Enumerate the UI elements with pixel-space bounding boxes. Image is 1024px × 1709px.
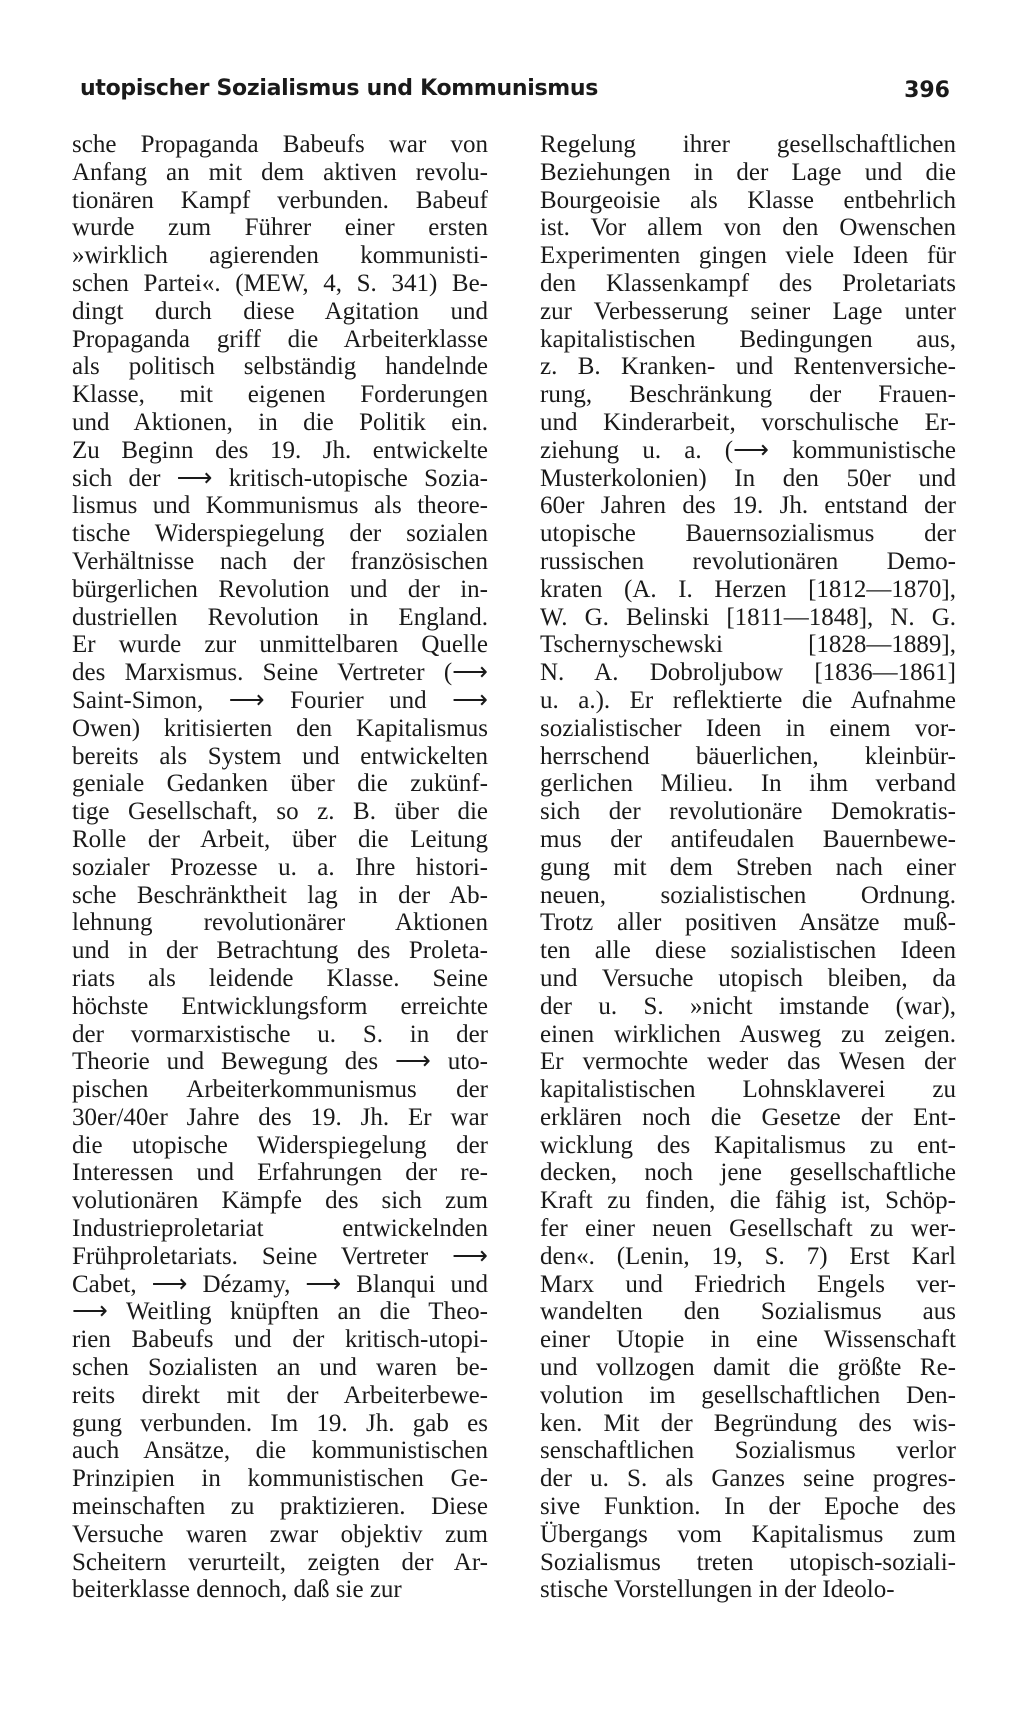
- text-line: ist. Vor allem von den Owenschen: [540, 214, 956, 242]
- text-line: die utopische Widerspiegelung der: [72, 1131, 488, 1159]
- text-line: erklären noch die Gesetze der Ent-: [540, 1103, 956, 1131]
- text-line: Rolle der Arbeit, über die Leitung: [72, 825, 488, 853]
- text-line: ⟶ Weitling knüpften an die Theo-: [72, 1298, 488, 1326]
- text-line: Übergangs vom Kapitalismus zum: [540, 1520, 956, 1548]
- text-line: sozialistischer Ideen in einem vor-: [540, 714, 956, 742]
- text-line: einen wirklichen Ausweg zu zeigen.: [540, 1020, 956, 1048]
- text-line: Owen) kritisierten den Kapitalismus: [72, 714, 488, 742]
- text-line: sche Beschränktheit lag in der Ab-: [72, 881, 488, 909]
- text-line: N. A. Dobroljubow [1836—1861]: [540, 659, 956, 687]
- text-line: und Aktionen, in die Politik ein.: [72, 408, 488, 436]
- text-line: und Versuche utopisch bleiben, da: [540, 964, 956, 992]
- text-line: kapitalistischen Lohnsklaverei zu: [540, 1076, 956, 1104]
- left-column: [72, 131, 488, 1604]
- text-line: tische Widerspiegelung der sozialen: [72, 520, 488, 548]
- text-line: sich der ⟶ kritisch-utopische Sozia-: [72, 464, 488, 492]
- text-line: sive Funktion. In der Epoche des: [540, 1493, 956, 1521]
- text-line: Interessen und Erfahrungen der re-: [72, 1159, 488, 1187]
- text-line: reits direkt mit der Arbeiterbewe-: [72, 1381, 488, 1409]
- text-line: Saint-Simon, ⟶ Fourier und ⟶: [72, 686, 488, 714]
- page-header: [70, 76, 958, 116]
- text-line: ten alle diese sozialistischen Ideen: [540, 937, 956, 965]
- text-line: Anfang an mit dem aktiven revolu-: [72, 158, 488, 186]
- text-line: Cabet, ⟶ Dézamy, ⟶ Blanqui und: [72, 1270, 488, 1298]
- text-line: Scheitern verurteilt, zeigten der Ar-: [72, 1548, 488, 1576]
- text-line: volutionären Kämpfe des sich zum: [72, 1187, 488, 1215]
- text-line: utopische Bauernsozialismus der: [540, 520, 956, 548]
- text-line: 30er/40er Jahre des 19. Jh. Er war: [72, 1103, 488, 1131]
- text-line: höchste Entwicklungsform erreichte: [72, 992, 488, 1020]
- text-line: lismus und Kommunismus als theore-: [72, 492, 488, 520]
- text-line: sich der revolutionäre Demokratis-: [540, 798, 956, 826]
- text-line: des Marxismus. Seine Vertreter (⟶: [72, 659, 488, 687]
- text-line: u. a.). Er reflektierte die Aufnahme: [540, 686, 956, 714]
- text-line: den Klassenkampf des Proletariats: [540, 269, 956, 297]
- text-line: Beziehungen in der Lage und die: [540, 158, 956, 186]
- text-line: Verhältnisse nach der französischen: [72, 547, 488, 575]
- text-line: Tschernyschewski [1828—1889],: [540, 631, 956, 659]
- text-line: W. G. Belinski [1811—1848], N. G.: [540, 603, 956, 631]
- text-line: wandelten den Sozialismus aus: [540, 1298, 956, 1326]
- text-line: fer einer neuen Gesellschaft zu wer-: [540, 1215, 956, 1243]
- text-line: volution im gesellschaftlichen Den-: [540, 1381, 956, 1409]
- text-line: Industrieproletariat entwickelnden: [72, 1215, 488, 1243]
- text-line: gung verbunden. Im 19. Jh. gab es: [72, 1409, 488, 1437]
- text-line: kapitalistischen Bedingungen aus,: [540, 325, 956, 353]
- text-line: Prinzipien in kommunistischen Ge-: [72, 1465, 488, 1493]
- text-line: Theorie und Bewegung des ⟶ uto-: [72, 1048, 488, 1076]
- text-line: ziehung u. a. (⟶ kommunistische: [540, 436, 956, 464]
- text-line: decken, noch jene gesellschaftliche: [540, 1159, 956, 1187]
- text-line: Propaganda griff die Arbeiterklasse: [72, 325, 488, 353]
- text-line: der u. S. als Ganzes seine progres-: [540, 1465, 956, 1493]
- text-line: Regelung ihrer gesellschaftlichen: [540, 131, 956, 158]
- text-line: Experimenten gingen viele Ideen für: [540, 242, 956, 270]
- text-line: Zu Beginn des 19. Jh. entwickelte: [72, 436, 488, 464]
- running-head: utopischer Sozialismus und Kommunismus: [80, 76, 599, 101]
- text-line: einer Utopie in eine Wissenschaft: [540, 1326, 956, 1354]
- text-line: kraten (A. I. Herzen [1812—1870],: [540, 575, 956, 603]
- text-line: Er vermochte weder das Wesen der: [540, 1048, 956, 1076]
- text-line: Versuche waren zwar objektiv zum: [72, 1520, 488, 1548]
- text-line: schen Sozialisten an und waren be-: [72, 1354, 488, 1382]
- text-line: Marx und Friedrich Engels ver-: [540, 1270, 956, 1298]
- text-line: Trotz aller positiven Ansätze muß-: [540, 909, 956, 937]
- text-line: meinschaften zu praktizieren. Diese: [72, 1493, 488, 1521]
- text-line: als politisch selbständig handelnde: [72, 353, 488, 381]
- text-line: neuen, sozialistischen Ordnung.: [540, 881, 956, 909]
- text-line: bürgerlichen Revolution und der in-: [72, 575, 488, 603]
- text-line: gerlichen Milieu. In ihm verband: [540, 770, 956, 798]
- text-line: rung, Beschränkung der Frauen-: [540, 381, 956, 409]
- text-line: mus der antifeudalen Bauernbewe-: [540, 825, 956, 853]
- text-line: wurde zum Führer einer ersten: [72, 214, 488, 242]
- text-line: tige Gesellschaft, so z. B. über die: [72, 798, 488, 826]
- text-line: der vormarxistische u. S. in der: [72, 1020, 488, 1048]
- text-line: auch Ansätze, die kommunistischen: [72, 1437, 488, 1465]
- text-line: sozialer Prozesse u. a. Ihre histori-: [72, 853, 488, 881]
- page-number: 396: [904, 78, 950, 103]
- text-line: Bourgeoisie als Klasse entbehrlich: [540, 186, 956, 214]
- text-line: schen Partei«. (MEW, 4, S. 341) Be-: [72, 269, 488, 297]
- right-column: [540, 131, 956, 1604]
- text-line: russischen revolutionären Demo-: [540, 547, 956, 575]
- text-line: riats als leidende Klasse. Seine: [72, 964, 488, 992]
- text-line: rien Babeufs und der kritisch-utopi-: [72, 1326, 488, 1354]
- text-line: ken. Mit der Begründung des wis-: [540, 1409, 956, 1437]
- text-line: tionären Kampf verbunden. Babeuf: [72, 186, 488, 214]
- text-line: Musterkolonien) In den 50er und: [540, 464, 956, 492]
- text-line: pischen Arbeiterkommunismus der: [72, 1076, 488, 1104]
- text-line: Sozialismus treten utopisch-soziali-: [540, 1548, 956, 1576]
- text-line: 60er Jahren des 19. Jh. entstand der: [540, 492, 956, 520]
- text-line: zur Verbesserung seiner Lage unter: [540, 297, 956, 325]
- text-line: stische Vorstellungen in der Ideolo-: [540, 1576, 895, 1604]
- text-line: wicklung des Kapitalismus zu ent-: [540, 1131, 956, 1159]
- text-line: der u. S. »nicht imstande (war),: [540, 992, 956, 1020]
- text-line: Klasse, mit eigenen Forderungen: [72, 381, 488, 409]
- text-line: gung mit dem Streben nach einer: [540, 853, 956, 881]
- text-line: lehnung revolutionärer Aktionen: [72, 909, 488, 937]
- text-line: senschaftlichen Sozialismus verlor: [540, 1437, 956, 1465]
- text-line: »wirklich agierenden kommunisti-: [72, 242, 488, 270]
- text-line: den«. (Lenin, 19, S. 7) Erst Karl: [540, 1242, 956, 1270]
- text-line: Er wurde zur unmittelbaren Quelle: [72, 631, 488, 659]
- text-line: und in der Betrachtung des Proleta-: [72, 937, 488, 965]
- text-line: Frühproletariats. Seine Vertreter ⟶: [72, 1242, 488, 1270]
- text-line: geniale Gedanken über die zukünf-: [72, 770, 488, 798]
- text-line: und vollzogen damit die größte Re-: [540, 1354, 956, 1382]
- text-line: und Kinderarbeit, vorschulische Er-: [540, 408, 956, 436]
- text-line: beiterklasse dennoch, daß sie zur: [72, 1576, 402, 1604]
- text-line: herrschend bäuerlichen, kleinbür-: [540, 742, 956, 770]
- text-line: z. B. Kranken- und Rentenversiche-: [540, 353, 956, 381]
- text-line: dustriellen Revolution in England.: [72, 603, 488, 631]
- text-line: Kraft zu finden, die fähig ist, Schöp-: [540, 1187, 956, 1215]
- text-line: bereits als System und entwickelten: [72, 742, 488, 770]
- text-line: dingt durch diese Agitation und: [72, 297, 488, 325]
- text-line: sche Propaganda Babeufs war von: [72, 131, 488, 158]
